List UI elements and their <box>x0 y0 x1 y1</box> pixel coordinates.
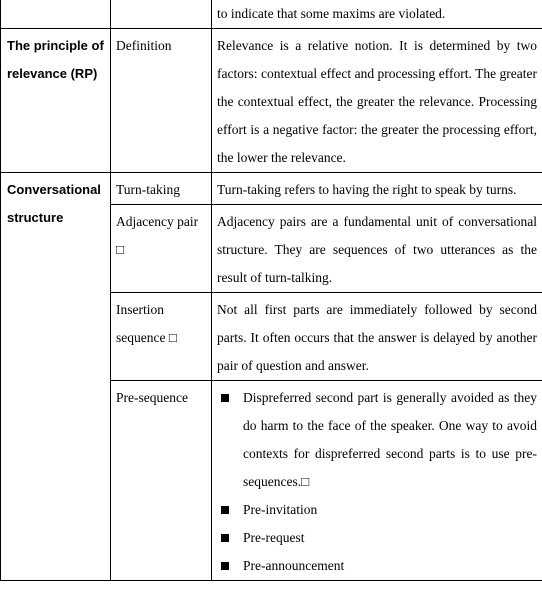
pre-sequence-cell <box>212 381 542 581</box>
list-item <box>217 384 537 496</box>
table-cell-empty <box>1 0 111 29</box>
list-item <box>217 496 537 524</box>
square-bullet-icon <box>221 534 229 542</box>
table-row <box>1 29 542 173</box>
pre-sequence-list <box>217 384 537 580</box>
continuation-text: to indicate that some maxims are violated. <box>212 0 542 29</box>
bullet-text: Pre-request <box>243 530 305 545</box>
list-item <box>217 524 537 552</box>
table-row <box>1 173 542 205</box>
square-bullet-icon <box>221 394 229 402</box>
definition-text: Relevance is a relative notion. It is determined by two factors: contextual effect and processing effort. The greater the contextual effect, the greater the relevance. Processing effort is a negative factor: the greater the processing effort, the lower the relevance. <box>212 29 542 173</box>
adjacency-pair-text: Adjacency pairs are a fundamental unit of conversational structure. They are sequences of two utterances as the result of turn-talking. <box>212 205 542 293</box>
insertion-sequence-text: Not all first parts are immediately followed by second parts. It often occurs that the answer is delayed by another pair of question and answer. <box>212 293 542 381</box>
subterm-insertion-sequence: Insertion sequence □ <box>111 293 212 381</box>
list-item <box>217 552 537 580</box>
turn-taking-text: Turn-taking refers to having the right to speak by turns. <box>212 173 542 205</box>
table-cell-empty <box>111 0 212 29</box>
square-bullet-icon <box>221 562 229 570</box>
subterm-turn-taking: Turn-taking <box>111 173 212 205</box>
bullet-text: Pre-announcement <box>243 558 345 573</box>
subterm-definition: Definition <box>111 29 212 173</box>
subterm-pre-sequence: Pre-sequence <box>111 381 212 581</box>
bullet-text: Dispreferred second part is generally avoided as they do harm to the face of the speaker. One way to avoid contexts for dispreferred second parts is to use pre-sequences.□ <box>243 390 537 489</box>
square-bullet-icon <box>221 506 229 514</box>
term-relevance: The principle of relevance (RP) <box>1 29 111 173</box>
subterm-adjacency-pair: Adjacency pair □ <box>111 205 212 293</box>
term-conversational-structure: Conversational structure <box>1 173 111 581</box>
bullet-text: Pre-invitation <box>243 502 318 517</box>
table-row <box>1 0 542 29</box>
